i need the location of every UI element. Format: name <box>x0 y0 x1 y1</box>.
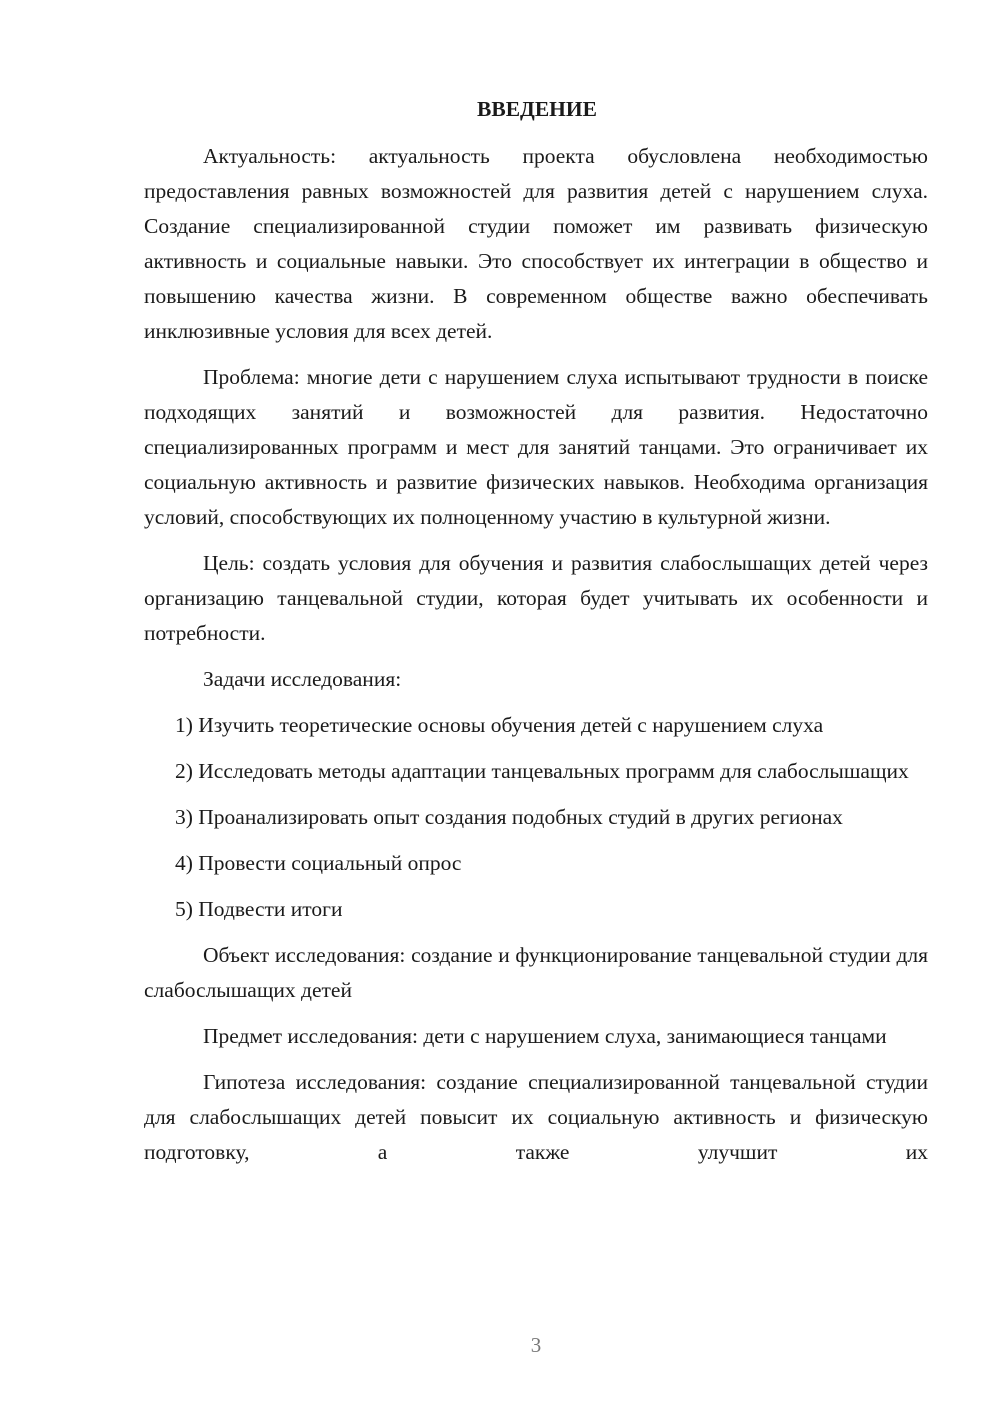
goal-paragraph: Цель: создать условия для обучения и развития слабослышащих детей через организацию танцевальной студии, которая будет учитывать их особенности и потребности. <box>144 551 928 645</box>
tasks-title: Задачи исследования: <box>203 667 402 691</box>
section-heading: ВВЕДЕНИЕ <box>477 97 597 121</box>
document-page <box>144 92 928 1181</box>
page-number: 3 <box>530 1333 542 1357</box>
task-item-1: 1) Изучить теоретические основы обучения детей с нарушением слуха <box>175 713 824 737</box>
task-item-3: 3) Проанализировать опыт создания подобных студий в других регионах <box>175 805 843 829</box>
problem-paragraph: Проблема: многие дети с нарушением слуха испытывают трудности в поиске подходящих занятий и возможностей для развития. Недостаточно специализированных программ и мест для занятий танцами. Это ограничивает их социальную активность и развитие физических навыков. Необходима организация условий, способствующих их полноценному участию в культурной жизни. <box>144 365 928 529</box>
task-item-4: 4) Провести социальный опрос <box>175 851 462 875</box>
research-subject-paragraph: Предмет исследования: дети с нарушением слуха, занимающиеся танцами <box>203 1024 887 1048</box>
task-item-5: 5) Подвести итоги <box>175 897 343 921</box>
relevance-paragraph: Актуальность: актуальность проекта обусловлена необходимостью предоставления равных возможностей для развития детей с нарушением слуха. Создание специализированной студии поможет им развивать физическую активность и социальные навыки. Это способствует их интеграции в общество и повышению качества жизни. В современном обществе важно обеспечивать инклюзивные условия для всех детей. <box>144 144 928 343</box>
task-item-2: 2) Исследовать методы адаптации танцевальных программ для слабослышащих <box>175 759 909 783</box>
research-object-paragraph: Объект исследования: создание и функционирование танцевальной студии для слабослышащих детей <box>144 943 928 1002</box>
hypothesis-paragraph: Гипотеза исследования: создание специализированной танцевальной студии для слабослышащих детей повысит их социальную активность и физическую подготовку, а также улучшит их <box>144 1070 928 1164</box>
